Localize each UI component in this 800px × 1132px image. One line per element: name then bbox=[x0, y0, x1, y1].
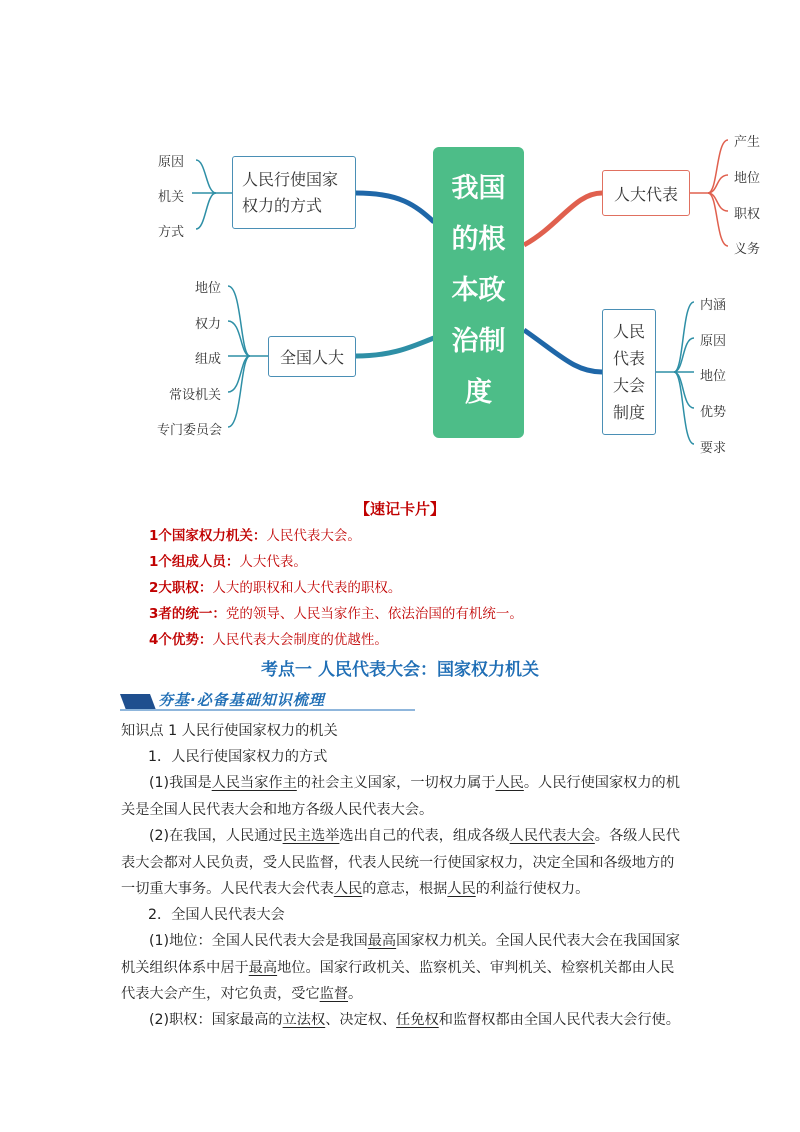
node-title-line-3: 大会 bbox=[612, 376, 645, 395]
card-title: 【速记卡片】 bbox=[354, 500, 445, 518]
heading-1: 1．人民行使国家权力的方式 bbox=[148, 749, 328, 765]
paragraph-3: (1)地位：全国人民代表大会是我国最高国家权力机关。全国人民代表大会在我国国家机关组织体系中居于最高地位。国家行政机关、监察机关、审判机关、检察机关都由人民代表大会产生，对它负责，受它监督。 bbox=[121, 933, 680, 1002]
leaf-label: 原因 bbox=[700, 334, 727, 349]
node-title-line-1: 人民 bbox=[612, 322, 645, 341]
node-title-line-2: 代表 bbox=[612, 349, 645, 368]
leaf-label: 常设机关 bbox=[169, 388, 222, 403]
node-people-exercise-power bbox=[232, 156, 356, 229]
branch-left-top bbox=[356, 193, 434, 222]
node-title: 全国人大 bbox=[279, 348, 344, 367]
card-line: 2大职权：人大的职权和人大代表的职权。 bbox=[149, 580, 402, 596]
center-line-4: 治制 bbox=[451, 326, 506, 357]
leaf-label: 产生 bbox=[734, 135, 761, 150]
node-npc-system bbox=[602, 309, 656, 435]
mindmap-center-node bbox=[433, 147, 524, 438]
leaf-label: 要求 bbox=[700, 441, 727, 456]
leaf-label: 地位 bbox=[734, 171, 761, 186]
node-title-line-2: 权力的方式 bbox=[242, 195, 323, 215]
leaf-label: 原因 bbox=[158, 155, 185, 170]
center-line-2: 的根 bbox=[451, 224, 506, 255]
leaf-label: 地位 bbox=[700, 369, 727, 384]
section-banner-text: 夯基·必备基础知识梳理 bbox=[158, 691, 325, 709]
leaf-label: 组成 bbox=[195, 352, 222, 367]
branch-left-bottom bbox=[356, 338, 434, 356]
node-title: 人大代表 bbox=[613, 184, 678, 204]
heading-2: 2．全国人民代表大会 bbox=[148, 907, 285, 923]
leaf-label: 机关 bbox=[158, 190, 185, 205]
center-line-3: 本政 bbox=[451, 275, 506, 306]
leaf-label: 方式 bbox=[158, 225, 185, 240]
paragraph-1: (1)我国是人民当家作主的社会主义国家，一切权力属于人民。人民行使国家权力的机关是全国人民代表大会和地方各级人民代表大会。 bbox=[121, 775, 680, 818]
branch-right-top bbox=[524, 193, 602, 245]
section-title: 考点一 人民代表大会：国家权力机关 bbox=[261, 660, 539, 680]
mindmap-connectors bbox=[0, 0, 800, 470]
branch-right-bottom bbox=[524, 330, 602, 372]
leaf-label: 职权 bbox=[734, 207, 761, 222]
paragraph-4: (2)职权：国家最高的立法权、决定权、任免权和监督权都由全国人民代表大会行使。 bbox=[149, 1012, 680, 1028]
card-line: 3者的统一：党的领导、人民当家作主、依法治国的有机统一。 bbox=[149, 606, 523, 622]
leaf-label: 义务 bbox=[734, 242, 761, 257]
knowledge-point-title: 知识点 1 人民行使国家权力的机关 bbox=[121, 723, 338, 739]
leaf-label: 专门委员会 bbox=[157, 423, 223, 438]
node-npc bbox=[268, 336, 356, 377]
center-line-5: 度 bbox=[465, 377, 492, 408]
card-line: 4个优势：人民代表大会制度的优越性。 bbox=[149, 632, 388, 648]
leaf-label: 优势 bbox=[700, 405, 727, 420]
card-line: 1个国家权力机关：人民代表大会。 bbox=[149, 528, 361, 544]
leaf-label: 地位 bbox=[195, 281, 222, 296]
node-npc-deputies bbox=[602, 170, 690, 216]
leaf-label: 内涵 bbox=[700, 298, 727, 313]
node-title-line-1: 人民行使国家 bbox=[242, 169, 339, 189]
center-line-1: 我国 bbox=[451, 173, 506, 204]
node-title-line-4: 制度 bbox=[612, 403, 645, 422]
paragraph-2: (2)在我国，人民通过民主选举选出自己的代表，组成各级人民代表大会。各级人民代表大会都对人民负责，受人民监督，代表人民统一行使国家权力，决定全国和各级地方的一切重大事务。人民代表大会代表人民的意志，根据人民的利益行使权力。 bbox=[121, 828, 680, 897]
card-line: 1个组成人员：人大代表。 bbox=[149, 554, 307, 570]
leaf-label: 权力 bbox=[195, 317, 222, 332]
